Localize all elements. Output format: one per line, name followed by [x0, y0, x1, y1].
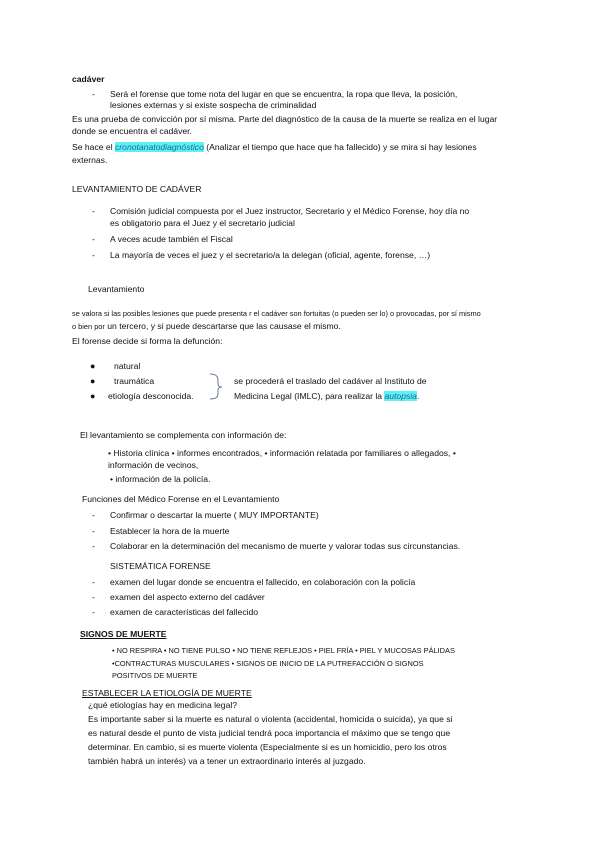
- intro-para2-line2: externas.: [72, 155, 108, 165]
- brace-line2: [234, 391, 419, 402]
- signos-line3: POSITIVOS DE MUERTE: [112, 671, 198, 680]
- etiologia-line2: es natural desde el punto de vista judicial tendrá poca importancia el máximo que se tengo que: [88, 728, 451, 738]
- sistematica-heading: SISTEMÁTICA FORENSE: [110, 561, 211, 571]
- intro-item1-line2: lesiones externas y si existe sospecha de criminalidad: [110, 100, 317, 110]
- dash-marker: -: [92, 89, 95, 99]
- levantamiento-line2-small: o bien por: [72, 322, 105, 331]
- intro-top-word: cadáver: [72, 74, 105, 84]
- intro-para2-line1: [72, 142, 477, 153]
- defuncion-desconocida: etiología desconocida.: [108, 391, 194, 401]
- etiologia-heading: ESTABLECER LA ETIOLOGÍA DE MUERTE: [82, 688, 252, 698]
- levantamiento-line1: se valora si las posibles lesiones que puede presenta r el cadáver son fortuitas (o pueden ser lo) o provocadas, por sí mismo: [72, 309, 481, 318]
- lc-item2: A veces acude también el Fiscal: [110, 234, 233, 244]
- sistematica-item: examen de características del fallecido: [110, 607, 259, 617]
- autopsia-highlight: autopsia: [384, 391, 417, 401]
- signos-line1: • NO RESPIRA • NO TIENE PULSO • NO TIENE REFLEJOS • PIEL FRÍA • PIEL Y MUCOSAS PÁLIDAS: [112, 646, 455, 655]
- dash-marker: -: [92, 206, 95, 216]
- intro-para2-post: (Analizar el tiempo que hace que ha fallecido) y se mira si hay lesiones: [203, 142, 477, 152]
- signos-line2: •CONTRACTURAS MUSCULARES • SIGNOS DE INICIO DE LA PUTREFACCIÓN O SIGNOS: [112, 659, 424, 668]
- funcion-item: Establecer la hora de la muerte: [110, 526, 230, 536]
- funcion-item: Confirmar o descartar la muerte ( MUY IMPORTANTE): [110, 510, 319, 520]
- funciones-heading: Funciones del Médico Forense en el Levantamiento: [82, 494, 280, 504]
- dash-marker: -: [92, 526, 95, 536]
- dash-marker: -: [92, 592, 95, 602]
- complemento-line4: • información de la policía.: [110, 474, 211, 484]
- levantamiento-cadaver-heading: LEVANTAMIENTO DE CADÁVER: [72, 184, 202, 194]
- funcion-item: Colaborar en la determinación del mecanismo de muerte y valorar todas sus circunstancias.: [110, 541, 461, 551]
- intro-item1-line1: Será el forense que tome nota del lugar en que se encuentra, la ropa que lleva, la posición,: [110, 89, 458, 99]
- defuncion-natural: natural: [114, 361, 141, 371]
- lc-item3: La mayoría de veces el juez y el secretario/a la delegan (oficial, agente, forense, …): [110, 250, 431, 260]
- dash-marker: -: [92, 234, 95, 244]
- levantamiento-line3: El forense decide si forma la defunción:: [72, 336, 223, 346]
- dash-marker: -: [92, 510, 95, 520]
- intro-para2-pre: Se hace el: [72, 142, 115, 152]
- lc-item1-line1: Comisión judicial compuesta por el Juez instructor, Secretario y el Médico Forense, hoy día no: [110, 206, 470, 216]
- dash-marker: -: [92, 577, 95, 587]
- bullet-marker: ●: [90, 361, 96, 371]
- levantamiento-line2-rest: un tercero, y si puede descartarse que las causase el mismo.: [104, 321, 341, 331]
- sistematica-item: examen del aspecto externo del cadáver: [110, 592, 265, 602]
- bullet-marker: ●: [90, 391, 96, 401]
- dash-marker: -: [92, 250, 95, 260]
- etiologia-question: ¿qué etiologías hay en medicina legal?: [88, 700, 238, 710]
- complemento-line1: El levantamiento se complementa con información de:: [80, 430, 287, 440]
- bullet-marker: ●: [90, 376, 96, 386]
- complemento-line2: • Historia clínica • informes encontrados, • información relatada por familiares o allegados, •: [108, 448, 456, 458]
- signos-heading: SIGNOS DE MUERTE: [80, 629, 167, 639]
- right-brace-icon: [208, 372, 228, 402]
- cronotanatodiagnostico-highlight: cronotanatodiagnóstico: [115, 142, 204, 152]
- intro-para1-line1: Es una prueba de convicción por sí misma. Parte del diagnóstico de la causa de la muerte se realiza en el lugar: [72, 114, 498, 124]
- levantamiento-line2: [72, 321, 341, 332]
- complemento-line3: información de vecinos,: [108, 460, 199, 470]
- levantamiento-heading: Levantamiento: [88, 284, 145, 294]
- brace-line1: se procederá el traslado del cadáver al Instituto de: [234, 376, 427, 386]
- dash-marker: -: [92, 607, 95, 617]
- etiologia-line1: Es importante saber si la muerte es natural o violenta (accidental, homicida o suicida), ya que si: [88, 714, 453, 724]
- lc-item1-line2: es obligatorio para el Juez y el secretario judicial: [110, 218, 295, 228]
- brace-line2-post: .: [416, 391, 420, 401]
- defuncion-traumatica: traumática: [114, 376, 155, 386]
- dash-marker: -: [92, 541, 95, 551]
- etiologia-line3: determinar. En cambio, si es muerte violenta (Especialmente si es un homicidio, pero los otros: [88, 742, 447, 752]
- sistematica-item: examen del lugar donde se encuentra el fallecido, en colaboración con la policía: [110, 577, 416, 587]
- intro-para1-line2: donde se encuentra el cadáver.: [72, 126, 192, 136]
- etiologia-line4: también habrá un interés) va a tener un extraordinario interés al juzgado.: [88, 756, 366, 766]
- brace-line2-pre: Medicina Legal (IMLC), para realizar la: [234, 391, 385, 401]
